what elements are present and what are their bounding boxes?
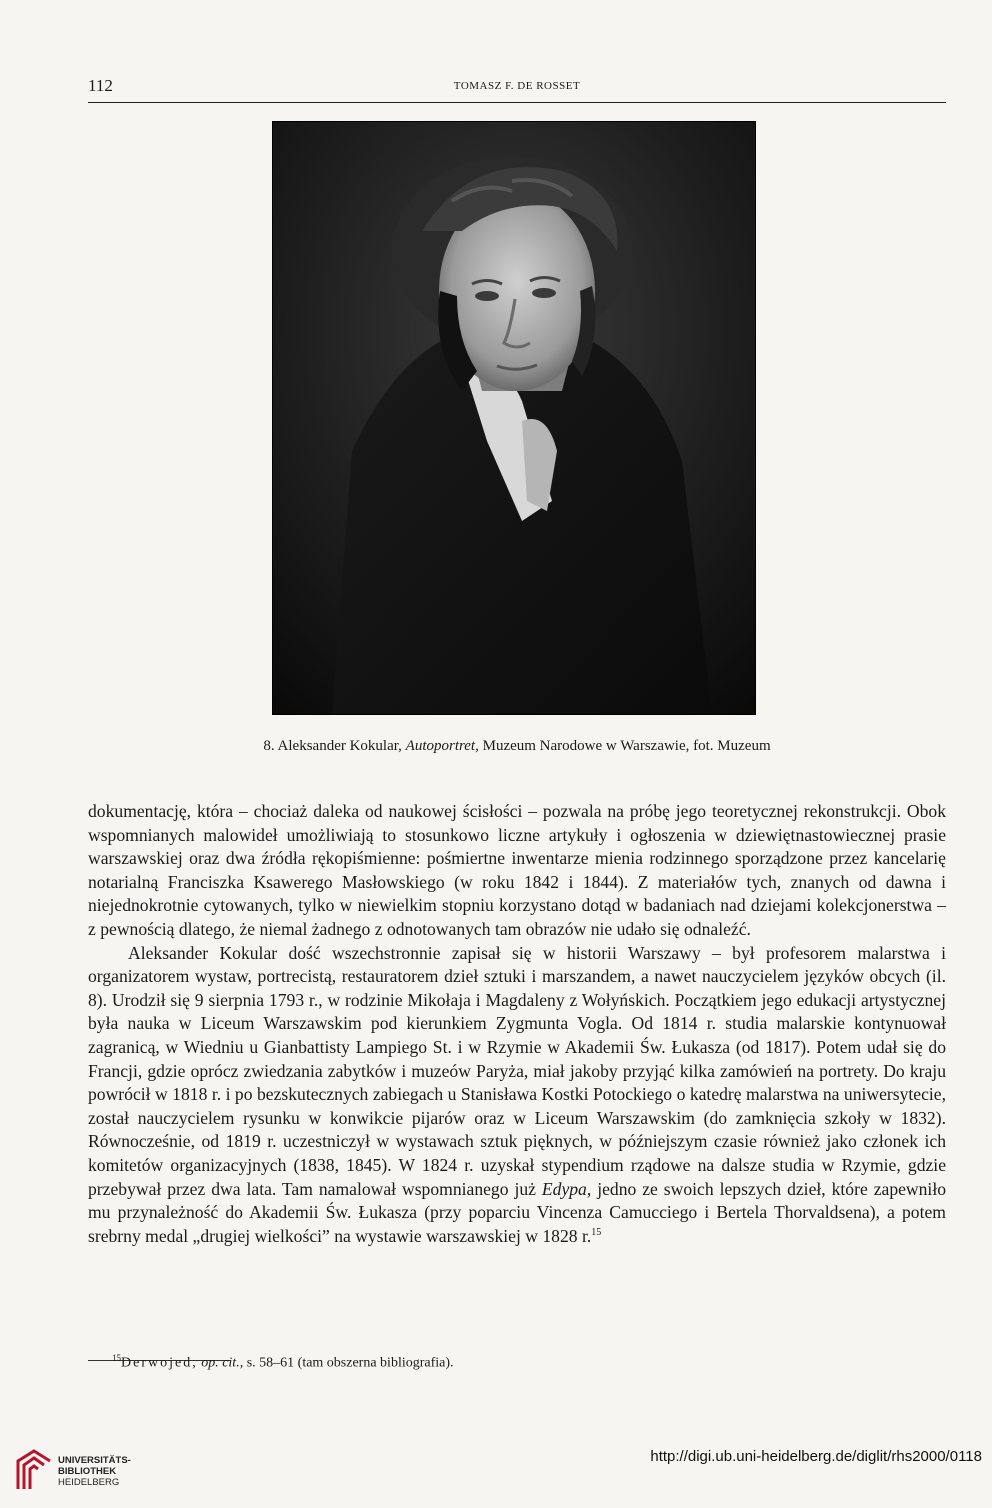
paragraph-2-part-a: Aleksander Kokular dość wszechstronnie zapisał się w historii Warszawy – był profesorem malarstwa i organizatorem wystaw, portrecistą, restauratorem dzieł sztuki i marszandem, a nawet nauczycielem języków obcych (il. 8). Urodził się 9 sierpnia 1793 r., w rodzinie Mikołaja i Magdaleny z Wołyńskich. Początkiem jego edukacji artystycznej była nauka w Liceum Warszawskim pod kierunkiem Zygmunta Vogla. Od 1814 r. studia malarskie kontynuował zagranicą, w Wiedniu u Gianbattisty Lampiego St. i w Rzymie w Akademii Św. Łukasza (od 1817). Potem udał się do Francji, gdzie oprócz zwiedzania zabytków i muzeów Paryża, miał jakoby przyjąć kilka zamówień na portrety. Do kraju powrócił w 1818 r. i po bezskutecznych zabiegach u Stanisława Kostki Potockiego o katedrę malarstwa na uniwersytecie, został nauczycielem rysunku w konwikcie pijarów oraz w Liceum Warszawskim (do zamknięcia szkoły w 1832). Równocześnie, od 1819 r. uczestniczył w wystawach sztuk pięknych, w późniejszym czasie również jako członek ich komitetów organizacyjnych (1838, 1845). W 1824 r. uzyskał stypendium rządowe na dalsze studia w Rzymie, gdzie przebywał przez dwa lata. Tam namalował wspomnianego już [88, 942, 946, 1199]
caption-title: Autoportret, [405, 738, 479, 754]
logo-line-3: HEIDELBERG [58, 1477, 120, 1488]
library-name [58, 1455, 131, 1488]
body-text [88, 800, 946, 1248]
logo-line-2: BIBLIOTHEK [58, 1466, 117, 1477]
portrait-image [272, 121, 756, 715]
footnote-reference[interactable]: 15 [591, 1226, 602, 1238]
footnote-rest: s. 58–61 (tam obszerna bibliografia). [243, 1355, 454, 1371]
page-header [88, 74, 946, 103]
figure-caption [88, 738, 946, 755]
caption-prefix: 8. Aleksander Kokular, [263, 738, 406, 754]
portrait-figure [272, 121, 756, 715]
source-url-link[interactable]: http://digi.ub.uni-heidelberg.de/diglit/rhs2000/0118 [650, 1448, 982, 1465]
paragraph-1: dokumentację, która – chociaż daleka od naukowej ścisłości – pozwala na próbę jego teoretycznej rekonstrukcji. Obok wspomnianych malowideł umożliwiają to stosunkowo liczne artykuły i ogłoszenia w dziewiętnastowiecznej prasie warszawskiej oraz dwa źródła rękopiśmienne: pośmiertne inwentarze mienia rodzinnego sporządzone przez kancelarię notarialną Franciszka Ksawerego Masłowskiego (w roku 1842 i 1844). Z materiałów tych, znanych od dawna i niejednokrotnie cytowanych, tylko w niewielkim stopniu korzystano dotąd w badaniach nad dziejami kolekcjonerstwa – z pewnością dlatego, że niemal żadnego z odnotowanych tam obrazów nie udało się odnaleźć. [88, 801, 946, 939]
library-logo [8, 1445, 178, 1495]
paragraph-2-italic: Edypa, [541, 1178, 592, 1199]
library-logo-icon [12, 1445, 56, 1493]
logo-line-1: UNIVERSITÄTS- [58, 1455, 131, 1466]
footnote-number: 15 [112, 1353, 121, 1363]
footnote-author: Derwojed, [121, 1355, 198, 1371]
page-number: 112 [88, 76, 113, 95]
paragraph-2 [88, 942, 946, 1249]
paragraph-2-part-b: jedno ze swoich lepszych dzieł, które zapewniło mu przynależność do Akademii Św. Łukasza (przy poparciu Vincenza Camucciego i Bertela Thorvaldsena), a potem srebrny medal „drugiej wielkości” na wystawie warszawskiej w 1828 r. [88, 1178, 947, 1246]
footnote [112, 1353, 912, 1372]
running-head: TOMASZ F. DE ROSSET [453, 80, 581, 92]
caption-suffix: Muzeum Narodowe w Warszawie, fot. Muzeum [478, 738, 771, 754]
footnote-op-cit: op. cit., [201, 1355, 244, 1371]
